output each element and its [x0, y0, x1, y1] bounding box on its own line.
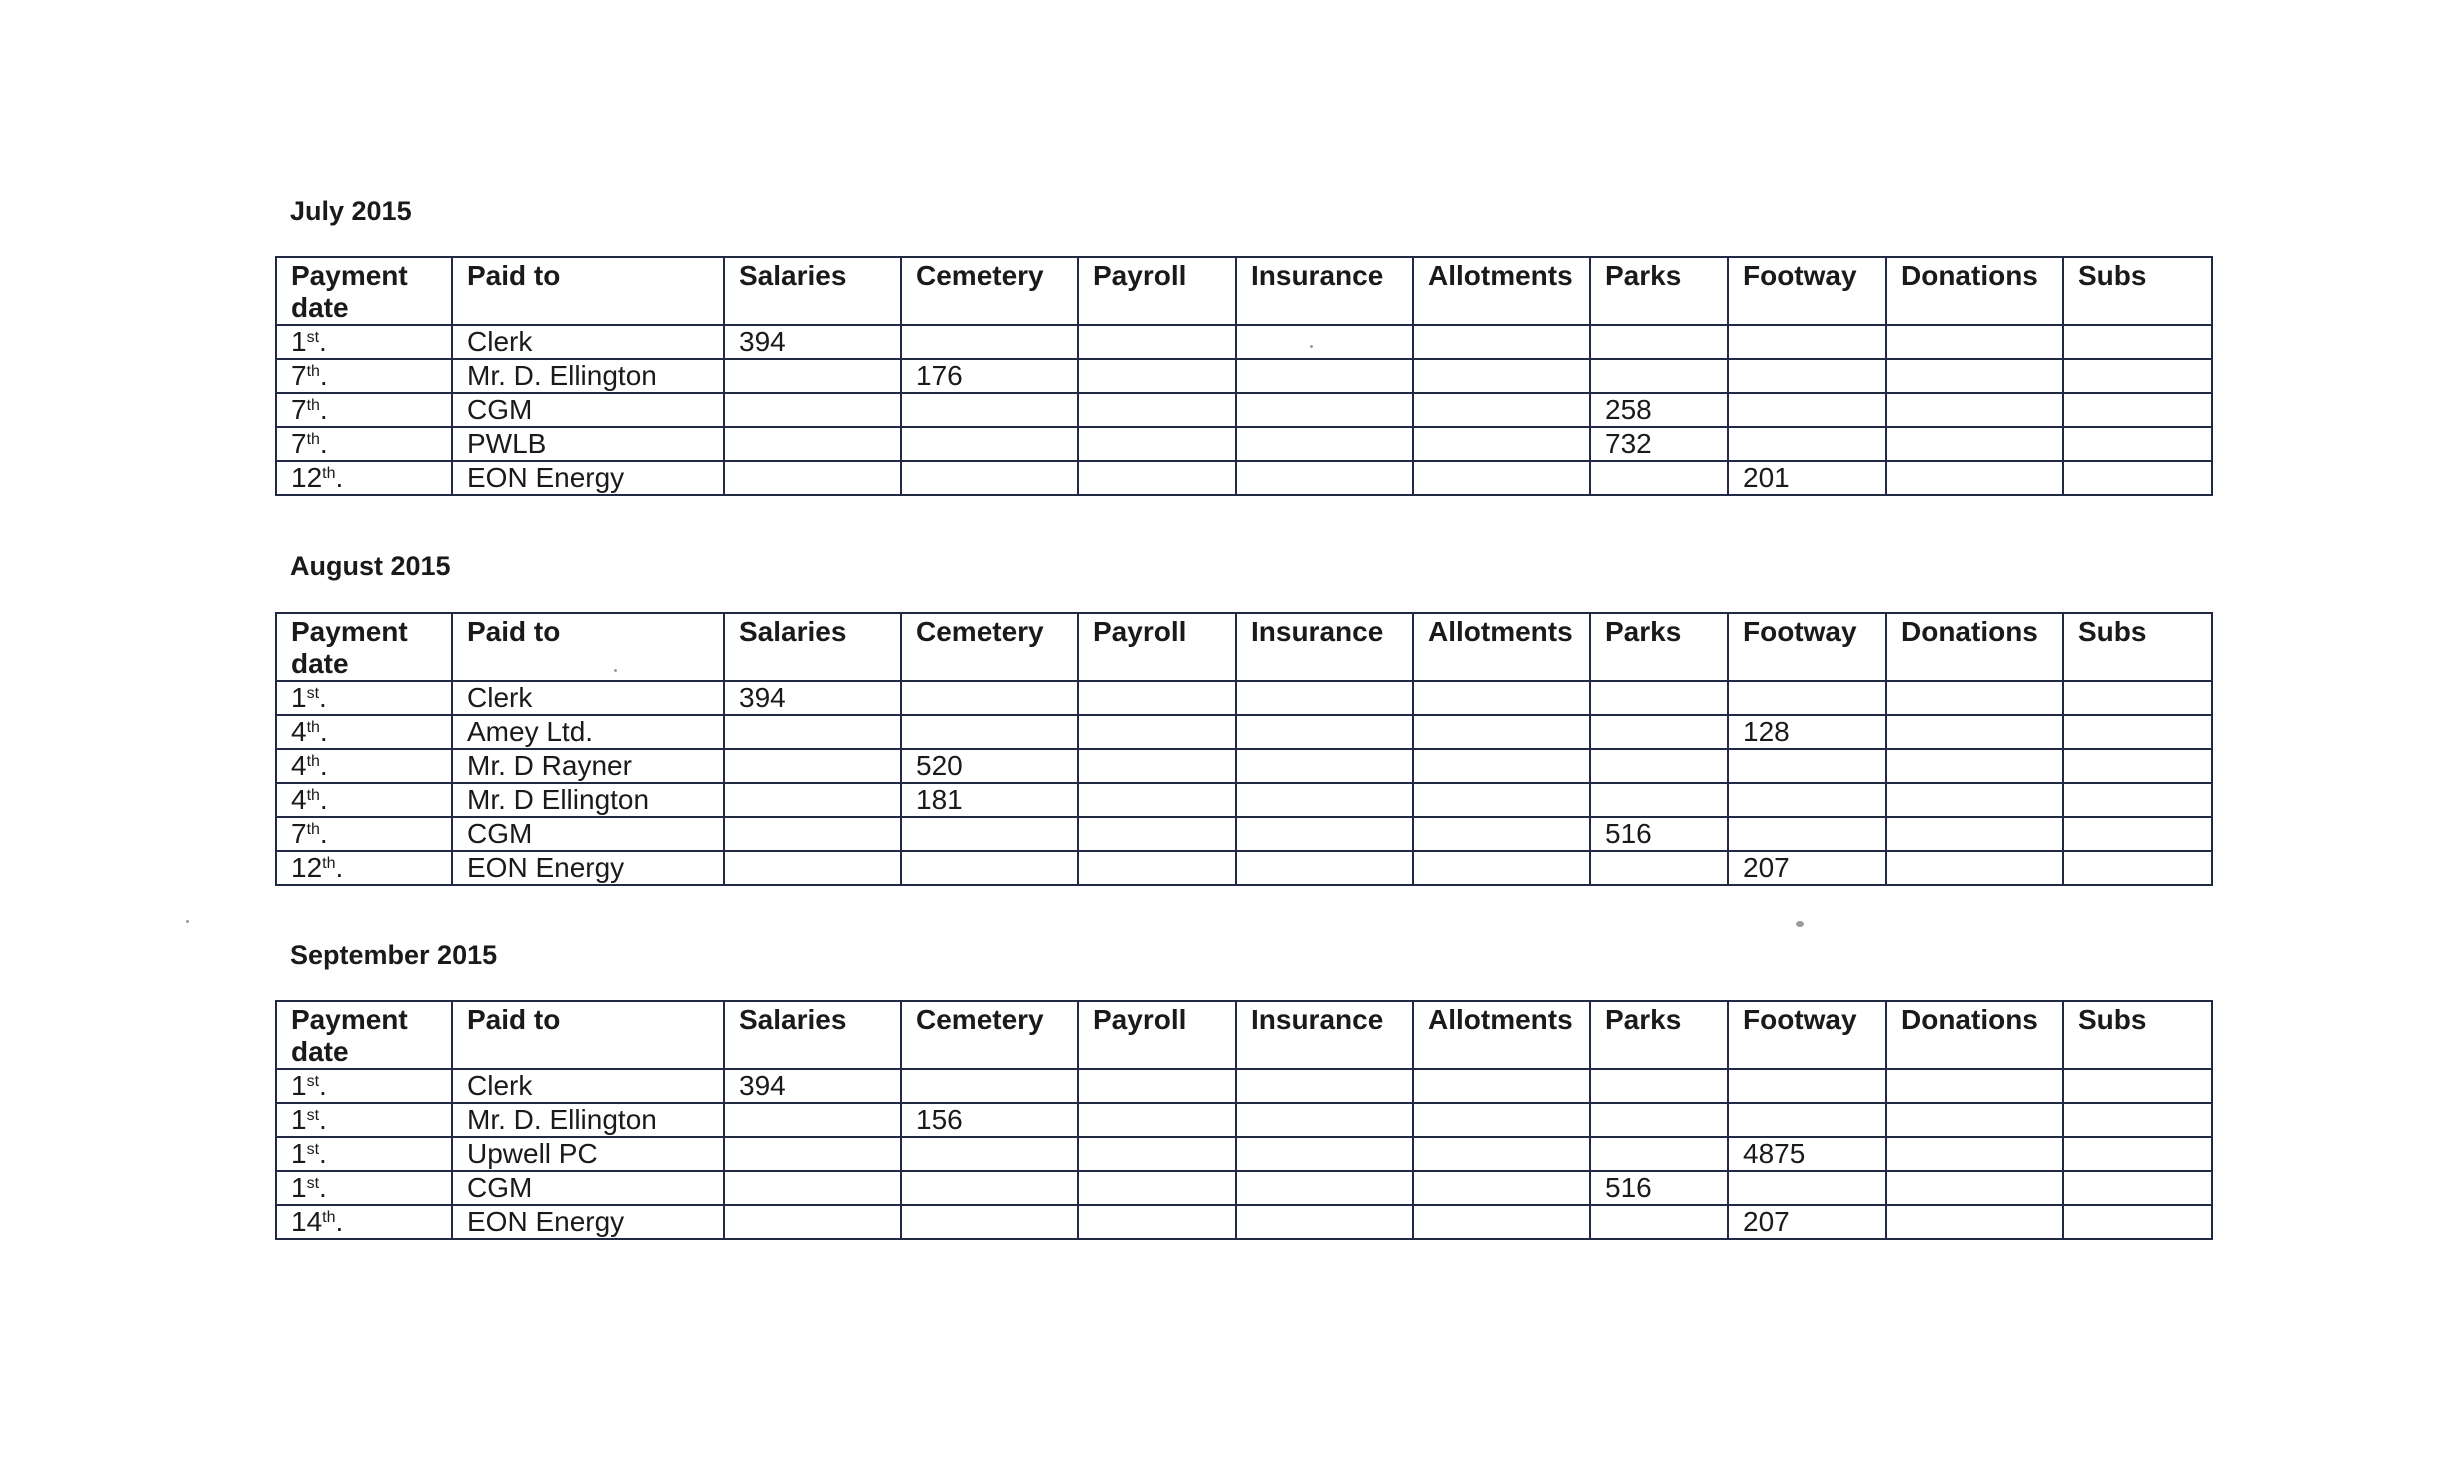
amount-cell: [1590, 681, 1728, 715]
amount-cell: [1590, 851, 1728, 885]
amount-cell: [1590, 1137, 1728, 1171]
amount-cell: [2063, 681, 2212, 715]
amount-cell: [1236, 681, 1413, 715]
payment-date-cell: 4th.: [276, 783, 452, 817]
payment-day: 1: [291, 1138, 307, 1169]
column-header: Paid to: [452, 257, 724, 325]
ordinal-suffix: th: [306, 719, 320, 736]
payment-day: 12: [291, 462, 323, 493]
amount-cell: [1413, 1103, 1590, 1137]
scan-speck: [1796, 921, 1804, 927]
amount-cell: [901, 1137, 1078, 1171]
payment-day: 14: [291, 1206, 323, 1237]
amount-cell: [1236, 715, 1413, 749]
amount-cell: 394: [724, 325, 901, 359]
payment-day: 4: [291, 750, 307, 781]
header-row: [276, 1001, 2212, 1069]
ordinal-suffix: th: [322, 1209, 336, 1226]
amount-cell: [1728, 681, 1886, 715]
table-row: [276, 1137, 2212, 1171]
scan-speck: [186, 920, 189, 923]
amount-cell: [2063, 359, 2212, 393]
amount-cell: [2063, 851, 2212, 885]
paid-to-cell: Mr. D Rayner: [452, 749, 724, 783]
amount-cell: [724, 1137, 901, 1171]
amount-cell: [1886, 681, 2063, 715]
amount-cell: 156: [901, 1103, 1078, 1137]
amount-cell: [1728, 1103, 1886, 1137]
amount-cell: [1236, 1205, 1413, 1239]
amount-cell: [1728, 427, 1886, 461]
column-header: Payment date: [276, 257, 452, 325]
amount-cell: [1590, 359, 1728, 393]
amount-cell: [1413, 427, 1590, 461]
column-header: Parks: [1590, 613, 1728, 681]
ordinal-suffix: th: [306, 431, 320, 448]
amount-cell: [1590, 1205, 1728, 1239]
table-header: [276, 257, 2212, 325]
amount-cell: [724, 851, 901, 885]
paid-to-cell: Clerk: [452, 325, 724, 359]
column-header: Cemetery: [901, 1001, 1078, 1069]
amount-cell: [724, 1103, 901, 1137]
amount-cell: [1886, 427, 2063, 461]
month-title: September 2015: [290, 940, 498, 970]
paid-to-cell: Mr. D. Ellington: [452, 359, 724, 393]
amount-cell: [901, 461, 1078, 495]
table-row: [276, 817, 2212, 851]
month-title: August 2015: [290, 551, 451, 581]
amount-cell: [1078, 851, 1236, 885]
amount-cell: [1728, 783, 1886, 817]
amount-cell: 181: [901, 783, 1078, 817]
ordinal-suffix: th: [306, 363, 320, 380]
payment-day: 1: [291, 326, 307, 357]
amount-cell: [1886, 749, 2063, 783]
amount-cell: [2063, 427, 2212, 461]
amount-cell: [2063, 461, 2212, 495]
amount-cell: [1078, 783, 1236, 817]
amount-cell: [901, 325, 1078, 359]
column-header: Subs: [2063, 257, 2212, 325]
table-row: [276, 1205, 2212, 1239]
amount-cell: [1236, 1069, 1413, 1103]
paid-to-cell: CGM: [452, 393, 724, 427]
ordinal-suffix: th: [322, 465, 336, 482]
amount-cell: [724, 393, 901, 427]
column-header: Insurance: [1236, 613, 1413, 681]
amount-cell: [901, 1171, 1078, 1205]
amount-cell: [1078, 1137, 1236, 1171]
payment-date-cell: 1st.: [276, 1103, 452, 1137]
amount-cell: [1728, 749, 1886, 783]
table-row: [276, 1069, 2212, 1103]
payment-date-cell: 12th.: [276, 461, 452, 495]
amount-cell: [1413, 783, 1590, 817]
amount-cell: [901, 427, 1078, 461]
column-header: Donations: [1886, 1001, 2063, 1069]
amount-cell: [2063, 749, 2212, 783]
table-row: [276, 783, 2212, 817]
payment-date-cell: 1st.: [276, 1137, 452, 1171]
amount-cell: [1078, 393, 1236, 427]
amount-cell: [1413, 461, 1590, 495]
payment-date-cell: 12th.: [276, 851, 452, 885]
amount-cell: [1413, 715, 1590, 749]
amount-cell: [1236, 393, 1413, 427]
amount-cell: [1236, 851, 1413, 885]
amount-cell: [901, 681, 1078, 715]
table-row: [276, 325, 2212, 359]
column-header: Payroll: [1078, 257, 1236, 325]
amount-cell: [724, 461, 901, 495]
amount-cell: [1078, 715, 1236, 749]
paid-to-cell: Clerk: [452, 1069, 724, 1103]
header-row: [276, 613, 2212, 681]
amount-cell: [901, 817, 1078, 851]
amount-cell: [1078, 359, 1236, 393]
amount-cell: [1590, 461, 1728, 495]
paid-to-cell: Clerk: [452, 681, 724, 715]
amount-cell: [1413, 851, 1590, 885]
amount-cell: 394: [724, 1069, 901, 1103]
amount-cell: [1413, 1205, 1590, 1239]
column-header: Subs: [2063, 1001, 2212, 1069]
amount-cell: [1413, 393, 1590, 427]
amount-cell: [1886, 783, 2063, 817]
column-header: Donations: [1886, 257, 2063, 325]
amount-cell: [1078, 1205, 1236, 1239]
amount-cell: [1413, 1069, 1590, 1103]
column-header: Subs: [2063, 613, 2212, 681]
amount-cell: [1728, 393, 1886, 427]
amount-cell: [2063, 1137, 2212, 1171]
payment-day: 4: [291, 784, 307, 815]
column-header: Payroll: [1078, 613, 1236, 681]
table-row: [276, 427, 2212, 461]
column-header: Footway: [1728, 1001, 1886, 1069]
ordinal-suffix: st: [306, 685, 320, 702]
amount-cell: 258: [1590, 393, 1728, 427]
amount-cell: [1078, 325, 1236, 359]
table-header: [276, 613, 2212, 681]
table-row: [276, 851, 2212, 885]
column-header: Payment date: [276, 1001, 452, 1069]
amount-cell: [1590, 325, 1728, 359]
amount-cell: [724, 1171, 901, 1205]
amount-cell: [1728, 359, 1886, 393]
amount-cell: [901, 715, 1078, 749]
amount-cell: [1886, 359, 2063, 393]
amount-cell: [1728, 325, 1886, 359]
table-body: [276, 325, 2212, 495]
amount-cell: [2063, 783, 2212, 817]
column-header: Insurance: [1236, 257, 1413, 325]
amount-cell: [1886, 851, 2063, 885]
paid-to-cell: EON Energy: [452, 461, 724, 495]
payment-day: 1: [291, 1104, 307, 1135]
amount-cell: 732: [1590, 427, 1728, 461]
header-row: [276, 257, 2212, 325]
column-header: Salaries: [724, 613, 901, 681]
payment-date-cell: 14th.: [276, 1205, 452, 1239]
amount-cell: [724, 427, 901, 461]
column-header: Allotments: [1413, 257, 1590, 325]
paid-to-cell: Amey Ltd.: [452, 715, 724, 749]
column-header: Footway: [1728, 257, 1886, 325]
amount-cell: [901, 1069, 1078, 1103]
column-header: Parks: [1590, 257, 1728, 325]
paid-to-cell: EON Energy: [452, 1205, 724, 1239]
payment-day: 7: [291, 818, 307, 849]
amount-cell: [1590, 783, 1728, 817]
payment-day: 1: [291, 1172, 307, 1203]
amount-cell: [1078, 1103, 1236, 1137]
table-row: [276, 1171, 2212, 1205]
amount-cell: [1078, 427, 1236, 461]
amount-cell: [1590, 1069, 1728, 1103]
table-row: [276, 749, 2212, 783]
column-header: Parks: [1590, 1001, 1728, 1069]
amount-cell: [2063, 1205, 2212, 1239]
amount-cell: [1236, 1103, 1413, 1137]
column-header: Paid to: [452, 613, 724, 681]
amount-cell: [1728, 1171, 1886, 1205]
amount-cell: [1590, 749, 1728, 783]
amount-cell: 394: [724, 681, 901, 715]
table-body: [276, 1069, 2212, 1239]
amount-cell: [1886, 325, 2063, 359]
amount-cell: [1413, 1171, 1590, 1205]
column-header: Insurance: [1236, 1001, 1413, 1069]
column-header: Footway: [1728, 613, 1886, 681]
payments-table: [275, 256, 2213, 496]
payment-day: 7: [291, 394, 307, 425]
amount-cell: [1886, 715, 2063, 749]
payments-table: [275, 612, 2213, 886]
amount-cell: 128: [1728, 715, 1886, 749]
table-header: [276, 1001, 2212, 1069]
column-header: Allotments: [1413, 613, 1590, 681]
payment-day: 7: [291, 360, 307, 391]
amount-cell: 520: [901, 749, 1078, 783]
amount-cell: [1886, 1103, 2063, 1137]
payment-date-cell: 1st.: [276, 325, 452, 359]
amount-cell: [1886, 1205, 2063, 1239]
payments-table: [275, 1000, 2213, 1240]
amount-cell: [1078, 1069, 1236, 1103]
ordinal-suffix: th: [322, 855, 336, 872]
column-header: Paid to: [452, 1001, 724, 1069]
ordinal-suffix: st: [306, 329, 320, 346]
amount-cell: [901, 1205, 1078, 1239]
amount-cell: [2063, 1171, 2212, 1205]
amount-cell: [1413, 817, 1590, 851]
amount-cell: [1413, 359, 1590, 393]
amount-cell: [2063, 817, 2212, 851]
amount-cell: [1886, 1137, 2063, 1171]
amount-cell: [724, 1205, 901, 1239]
amount-cell: [1236, 817, 1413, 851]
amount-cell: [1886, 1171, 2063, 1205]
scan-speck: [1310, 345, 1313, 348]
payment-date-cell: 7th.: [276, 393, 452, 427]
payment-date-cell: 4th.: [276, 715, 452, 749]
payment-day: 12: [291, 852, 323, 883]
amount-cell: [1236, 427, 1413, 461]
table-row: [276, 681, 2212, 715]
amount-cell: 207: [1728, 851, 1886, 885]
amount-cell: [1886, 393, 2063, 427]
column-header: Cemetery: [901, 257, 1078, 325]
ordinal-suffix: st: [306, 1107, 320, 1124]
amount-cell: 516: [1590, 817, 1728, 851]
ordinal-suffix: th: [306, 397, 320, 414]
payment-date-cell: 1st.: [276, 681, 452, 715]
scan-speck: [614, 669, 617, 672]
amount-cell: [1078, 461, 1236, 495]
amount-cell: [1078, 681, 1236, 715]
ordinal-suffix: th: [306, 753, 320, 770]
payment-date-cell: 7th.: [276, 817, 452, 851]
amount-cell: 176: [901, 359, 1078, 393]
amount-cell: [724, 817, 901, 851]
amount-cell: [1236, 1171, 1413, 1205]
table-row: [276, 359, 2212, 393]
amount-cell: [1236, 749, 1413, 783]
paid-to-cell: EON Energy: [452, 851, 724, 885]
column-header: Salaries: [724, 1001, 901, 1069]
amount-cell: [901, 851, 1078, 885]
ordinal-suffix: st: [306, 1073, 320, 1090]
column-header: Payment date: [276, 613, 452, 681]
ordinal-suffix: th: [306, 821, 320, 838]
amount-cell: [1236, 1137, 1413, 1171]
amount-cell: [724, 715, 901, 749]
table-row: [276, 715, 2212, 749]
payment-day: 7: [291, 428, 307, 459]
paid-to-cell: Upwell PC: [452, 1137, 724, 1171]
column-header: Allotments: [1413, 1001, 1590, 1069]
amount-cell: [1078, 749, 1236, 783]
payment-date-cell: 4th.: [276, 749, 452, 783]
amount-cell: 207: [1728, 1205, 1886, 1239]
amount-cell: [1236, 461, 1413, 495]
paid-to-cell: Mr. D Ellington: [452, 783, 724, 817]
amount-cell: [1413, 749, 1590, 783]
amount-cell: [2063, 325, 2212, 359]
table-row: [276, 1103, 2212, 1137]
payment-day: 4: [291, 716, 307, 747]
amount-cell: [1590, 715, 1728, 749]
payment-date-cell: 7th.: [276, 359, 452, 393]
amount-cell: [1413, 325, 1590, 359]
payment-date-cell: 1st.: [276, 1069, 452, 1103]
paid-to-cell: CGM: [452, 817, 724, 851]
payment-day: 1: [291, 682, 307, 713]
amount-cell: [1413, 1137, 1590, 1171]
amount-cell: [901, 393, 1078, 427]
amount-cell: 201: [1728, 461, 1886, 495]
table-body: [276, 681, 2212, 885]
amount-cell: [1078, 817, 1236, 851]
amount-cell: [2063, 715, 2212, 749]
amount-cell: [1886, 817, 2063, 851]
table-row: [276, 393, 2212, 427]
amount-cell: [1236, 359, 1413, 393]
column-header: Donations: [1886, 613, 2063, 681]
ordinal-suffix: st: [306, 1175, 320, 1192]
payment-day: 1: [291, 1070, 307, 1101]
paid-to-cell: Mr. D. Ellington: [452, 1103, 724, 1137]
column-header: Payroll: [1078, 1001, 1236, 1069]
amount-cell: [1886, 461, 2063, 495]
amount-cell: [1413, 681, 1590, 715]
amount-cell: [1236, 783, 1413, 817]
amount-cell: [1886, 1069, 2063, 1103]
paid-to-cell: CGM: [452, 1171, 724, 1205]
table-row: [276, 461, 2212, 495]
amount-cell: [2063, 1069, 2212, 1103]
payment-date-cell: 1st.: [276, 1171, 452, 1205]
amount-cell: 516: [1590, 1171, 1728, 1205]
paid-to-cell: PWLB: [452, 427, 724, 461]
amount-cell: 4875: [1728, 1137, 1886, 1171]
column-header: Salaries: [724, 257, 901, 325]
amount-cell: [724, 749, 901, 783]
amount-cell: [2063, 393, 2212, 427]
amount-cell: [2063, 1103, 2212, 1137]
amount-cell: [1728, 817, 1886, 851]
amount-cell: [1078, 1171, 1236, 1205]
amount-cell: [1590, 1103, 1728, 1137]
payment-date-cell: 7th.: [276, 427, 452, 461]
month-title: July 2015: [290, 196, 412, 226]
amount-cell: [1728, 1069, 1886, 1103]
amount-cell: [724, 783, 901, 817]
column-header: Cemetery: [901, 613, 1078, 681]
ordinal-suffix: th: [306, 787, 320, 804]
ordinal-suffix: st: [306, 1141, 320, 1158]
amount-cell: [724, 359, 901, 393]
amount-cell: [1236, 325, 1413, 359]
